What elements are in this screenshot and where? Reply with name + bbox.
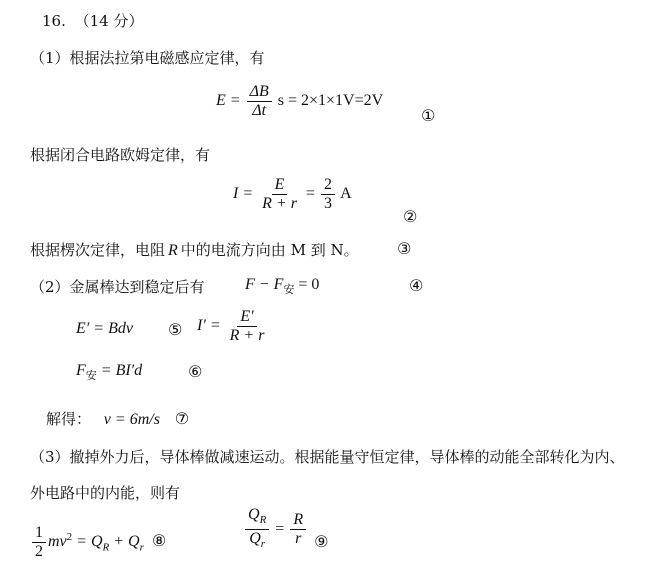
eq1-rhs: s = 2×1×1V=2V <box>277 92 384 110</box>
equation-marker-9: ⑨ <box>314 532 329 552</box>
equation-5: E′ = Bdv <box>76 320 133 337</box>
eq8-num: 1 <box>32 524 46 543</box>
eq9-num-q: Q <box>248 506 260 523</box>
eq9-rnum: R <box>290 511 306 530</box>
eq4-rhs: = 0 <box>294 276 320 293</box>
eq4-sub: 安 <box>283 284 295 297</box>
eq9-fraction-right <box>290 511 306 548</box>
equation-marker-3: ③ <box>397 239 412 258</box>
eq6-sub: 安 <box>85 370 97 383</box>
eq2-fraction <box>259 176 300 213</box>
eq5b-lhs: I′ = <box>197 317 221 335</box>
eq6-lhs: F <box>76 362 86 379</box>
question-number: 16. <box>42 12 66 30</box>
solve-eq: v = 6m/s <box>103 411 160 428</box>
eq2-fraction2 <box>321 176 335 213</box>
equation-8 <box>30 524 166 561</box>
eq9-num <box>245 506 269 530</box>
eq2-num: E <box>272 176 288 195</box>
eq9-num-sub: R <box>259 514 267 527</box>
eq9-den-sub: r <box>260 538 266 551</box>
eq8-fraction <box>32 524 46 561</box>
equation-marker-7: ⑦ <box>174 409 190 428</box>
equation-2 <box>233 176 352 213</box>
part1-text3r: R <box>168 242 178 259</box>
eq2-equals: = <box>305 185 315 203</box>
eq9-rden: r <box>295 530 302 548</box>
eq8-sub1: R <box>102 541 110 554</box>
equation-9 <box>243 506 328 553</box>
eq8-sub2: r <box>139 541 144 554</box>
equation-marker-8: ⑧ <box>151 531 167 551</box>
part3-line1: （3）撤掉外力后，导体棒做减速运动。根据能量守恒定律，导体棒的动能全部转化为内、 <box>30 448 625 466</box>
eq6-rhs: = BI′d <box>96 362 143 379</box>
eq8-rest: mv <box>48 533 67 551</box>
eq9-fraction-left <box>245 506 269 553</box>
eq8-rhs: = Q <box>72 533 103 551</box>
eq9-den-q: Q <box>249 530 261 548</box>
eq5b-den: R + r <box>229 327 265 344</box>
part1-text2: 根据闭合电路欧姆定律，有 <box>30 146 211 164</box>
eq8-den: 2 <box>35 543 43 560</box>
solve-label: 解得： <box>46 410 92 428</box>
eq8-plus: + Q <box>109 533 140 551</box>
equation-marker-6: ⑥ <box>188 362 203 381</box>
eq5b-fraction <box>227 308 268 345</box>
eq2-den: R + r <box>262 195 297 212</box>
eq1-lhs: E = <box>216 92 241 110</box>
part3-line2: 外电路中的内能，则有 <box>30 484 181 502</box>
eq8-sup: 2 <box>66 530 73 543</box>
eq2-num2: 2 <box>321 176 335 195</box>
eq2-unit: A <box>340 185 352 203</box>
part1-intro: （1）根据法拉第电磁感应定律，有 <box>30 49 265 67</box>
solve-line <box>46 408 189 429</box>
part1-text3 <box>30 239 359 260</box>
eq9-equals: = <box>275 520 285 538</box>
eq4-lhs: F − F <box>245 276 284 293</box>
equation-marker-2: ② <box>403 207 418 226</box>
equation-1 <box>216 83 383 120</box>
part2-intro: （2）金属棒达到稳定后有 <box>30 278 205 296</box>
eq1-num: ΔB <box>247 83 272 102</box>
question-points: （14 分） <box>74 12 144 30</box>
question-header <box>42 10 144 31</box>
equation-marker-5: ⑤ <box>168 320 183 339</box>
eq2-den2: 3 <box>323 195 332 212</box>
equation-4 <box>245 276 319 297</box>
eq2-lhs: I = <box>233 185 254 203</box>
eq1-den: Δt <box>252 102 267 119</box>
equation-6 <box>76 362 142 383</box>
equation-marker-1: ① <box>421 106 436 125</box>
equation-5b <box>197 308 269 345</box>
part1-text3b: 中的电流方向由 M 到 N。 <box>180 241 359 259</box>
part1-text3a: 根据楞次定律，电阻 <box>30 241 166 259</box>
eq5b-num: E′ <box>237 308 256 327</box>
eq9-den <box>246 530 268 553</box>
equation-marker-4: ④ <box>409 276 424 295</box>
eq1-fraction <box>247 83 272 120</box>
